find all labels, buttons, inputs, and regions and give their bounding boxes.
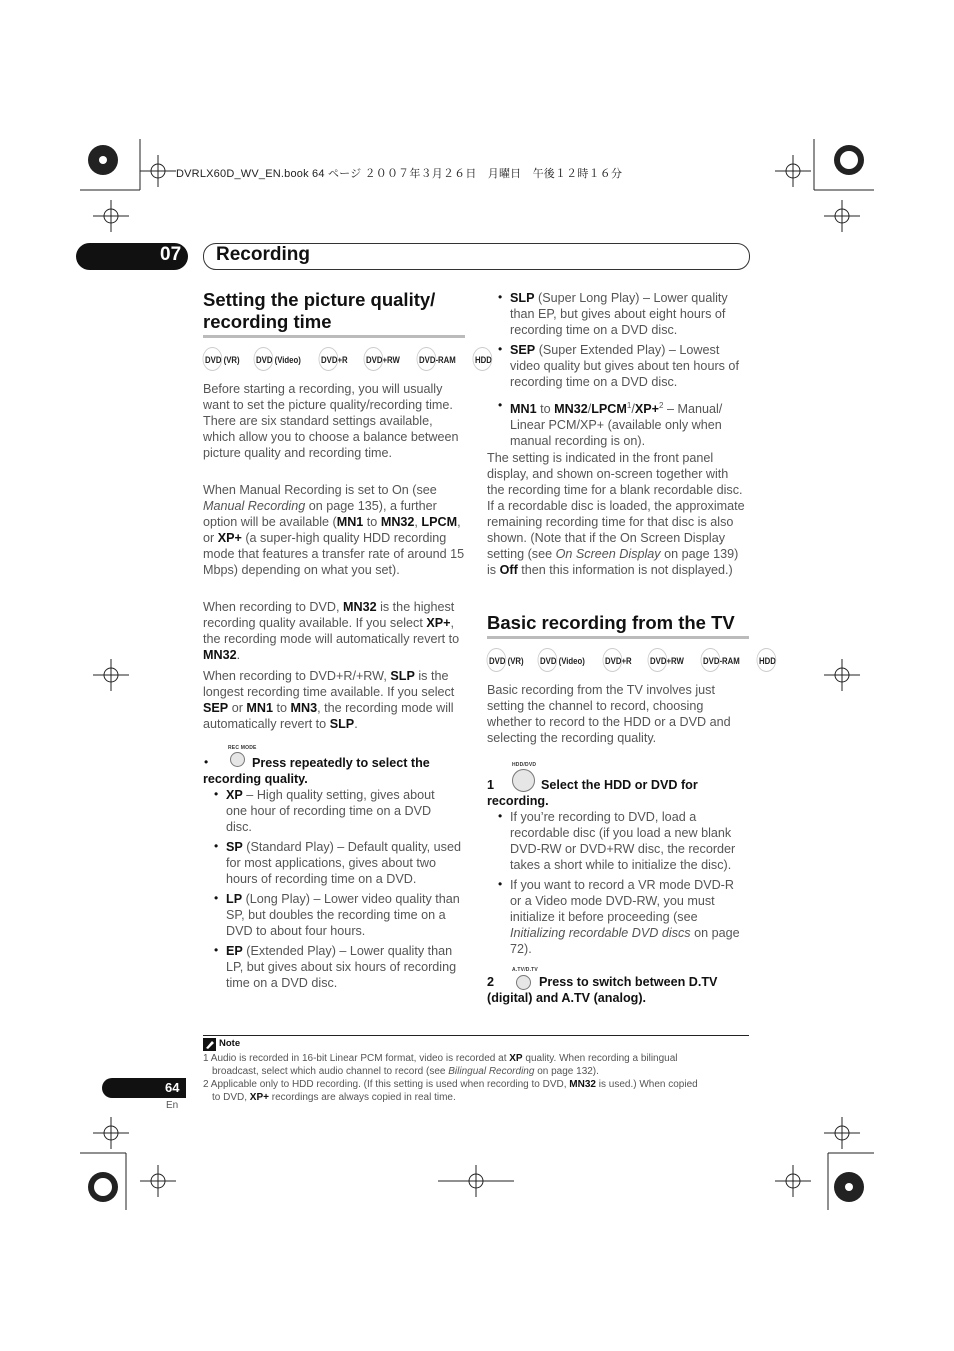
- bullet: •: [214, 891, 219, 905]
- badge-dvd-ram: DVD-RAM: [703, 656, 743, 667]
- heading-rule: [487, 636, 749, 639]
- bullet: •: [214, 787, 219, 801]
- badge-dvd-video: DVD (Video): [540, 656, 588, 667]
- section-heading-picture-quality: Setting the picture quality/ recording time: [203, 289, 436, 332]
- basic-recording-intro: Basic recording from the TV involves just setting the channel to record, choosing whether to record to the HDD or a DVD and selecting the recording quality.: [487, 683, 731, 745]
- badge-dvd-ram: DVD-RAM: [419, 355, 459, 366]
- note-label: Note: [219, 1038, 241, 1049]
- mode-manual: MN1 to $MN32/LPCM^1/XP+^2$ – Manual/ Linear PCM/XP+ (available only when manual recording is on).: [510, 401, 723, 449]
- section-heading-basic-recording: Basic recording from the TV: [487, 612, 735, 633]
- step-1-number: 1: [487, 778, 495, 792]
- rec-mode-instruction: Press repeatedly to select the recording quality.: [203, 756, 430, 786]
- page-language: En: [166, 1100, 179, 1111]
- mode-slp: SLP (Super Long Play) – Lower quality than EP, but gives about eight hours of recording time on a DVD disc.: [510, 291, 728, 337]
- rec-mode-label: REC MODE: [228, 745, 257, 751]
- step-1-text: Select the HDD or DVD for recording.: [487, 778, 698, 808]
- atv-dtv-label: A.TV/D.TV: [512, 967, 538, 973]
- bullet: •: [204, 755, 209, 769]
- manual-recording-paragraph: When Manual Recording is set to On (see Manual Recording on page 135), a further option will be available (MN1 to MN32, LPCM, or XP+ (a super-high quality HDD recording mode that features a transfer rate of around 15 Mbps) depending on what you set).: [203, 483, 465, 577]
- badge-hdd: HDD: [475, 355, 492, 366]
- badge-hdd: HDD: [759, 656, 776, 667]
- mode-ep: EP (Extended Play) – Lower quality than LP, but gives about six hours of recording time on a DVD disc.: [226, 944, 457, 990]
- disc-compat-badges: [489, 656, 786, 667]
- badge-dvd-vr: DVD (VR): [205, 355, 240, 366]
- badge-dvd-plus-r: DVD+R: [605, 656, 636, 667]
- page-number: 64: [165, 1080, 180, 1095]
- chapter-title: Recording: [216, 244, 310, 265]
- intro-paragraph: Before starting a recording, you will usually want to set the picture quality/recording time. There are six standard settings available, which allow you to choose a balance between picture quality and recording time.: [203, 382, 459, 460]
- badge-dvd-plus-rw: DVD+RW: [366, 355, 404, 366]
- note-icon: [203, 1038, 216, 1051]
- bullet: •: [214, 839, 219, 853]
- disc-compat-badges: [205, 355, 502, 366]
- dvd-quality-paragraph: When recording to DVD, MN32 is the highest recording quality available. If you select XP+, the recording mode will automatically revert to MN32.: [203, 600, 460, 662]
- badge-dvd-plus-r: DVD+R: [321, 355, 352, 366]
- chapter-number: 07: [160, 244, 182, 265]
- bullet: •: [214, 943, 219, 957]
- note-rule: [203, 1035, 749, 1036]
- step-2-text: Press to switch between D.TV (digital) and A.TV (analog).: [487, 975, 718, 1005]
- badge-dvd-plus-rw: DVD+RW: [650, 656, 688, 667]
- mode-lp: LP (Long Play) – Lower video quality than SP, but doubles the recording time on a DVD to about four hours.: [226, 892, 460, 938]
- step-1-bullet-initialize: If you want to record a VR mode DVD-R or a Video mode DVD-RW, you must initialize it before proceeding (see Initializing recordable DVD discs on page 72).: [510, 878, 740, 956]
- mode-xp: XP – High quality setting, gives about one hour of recording time on a DVD disc.: [226, 788, 435, 834]
- dvd-plus-paragraph: When recording to DVD+R/+RW, SLP is the longest recording time available. If you select SEP or MN1 to MN3, the recording mode will automatically revert to SLP.: [203, 669, 455, 731]
- bullet: •: [498, 809, 503, 823]
- hdd-dvd-label: HDD/DVD: [512, 762, 537, 768]
- step-2-number: 2: [487, 975, 495, 989]
- bullet: •: [498, 877, 503, 891]
- heading-rule: [203, 335, 465, 338]
- bullet: •: [498, 342, 503, 356]
- footnote-1: 1 Audio is recorded in 16-bit Linear PCM format, video is recorded at XP quality. When recording a bilingual broadcast, select which audio channel to record (see Bilingual Recording on page 132).: [203, 1053, 678, 1077]
- footnote-2: 2 Applicable only to HDD recording. (If this setting is used when recording to DVD, MN32 is used.) When copied to DVD, XP+ recordings are always copied in real time.: [203, 1079, 698, 1103]
- badge-dvd-vr: DVD (VR): [489, 656, 524, 667]
- bullet: •: [498, 290, 503, 304]
- step-1-bullet-load-disc: If you’re recording to DVD, load a recordable disc (if you load a new blank DVD-RW or DVD+RW disc, the recorder takes a short while to initialize the disc).: [510, 810, 736, 872]
- bullet: •: [498, 398, 503, 412]
- mode-sp: SP (Standard Play) – Default quality, used for most applications, gives about two hours of recording time on a DVD.: [226, 840, 461, 886]
- print-header: DVRLX60D_WV_EN.book 64 ページ ２００７年３月２６日 月曜日 午後１２時１６分: [176, 168, 623, 180]
- badge-dvd-video: DVD (Video): [256, 355, 304, 366]
- mode-sep: SEP (Super Extended Play) – Lowest video quality but gives about ten hours of recording time on a DVD disc.: [510, 343, 739, 389]
- setting-display-paragraph: The setting is indicated in the front panel display, and shown on-screen together with the recording time for a blank recordable disc. If a recordable disc is loaded, the approximate remaining recording time for that disc is also shown. (Note that if the On Screen Display setting (see On Screen Display on page 139) is Off then this information is not displayed.): [487, 451, 745, 577]
